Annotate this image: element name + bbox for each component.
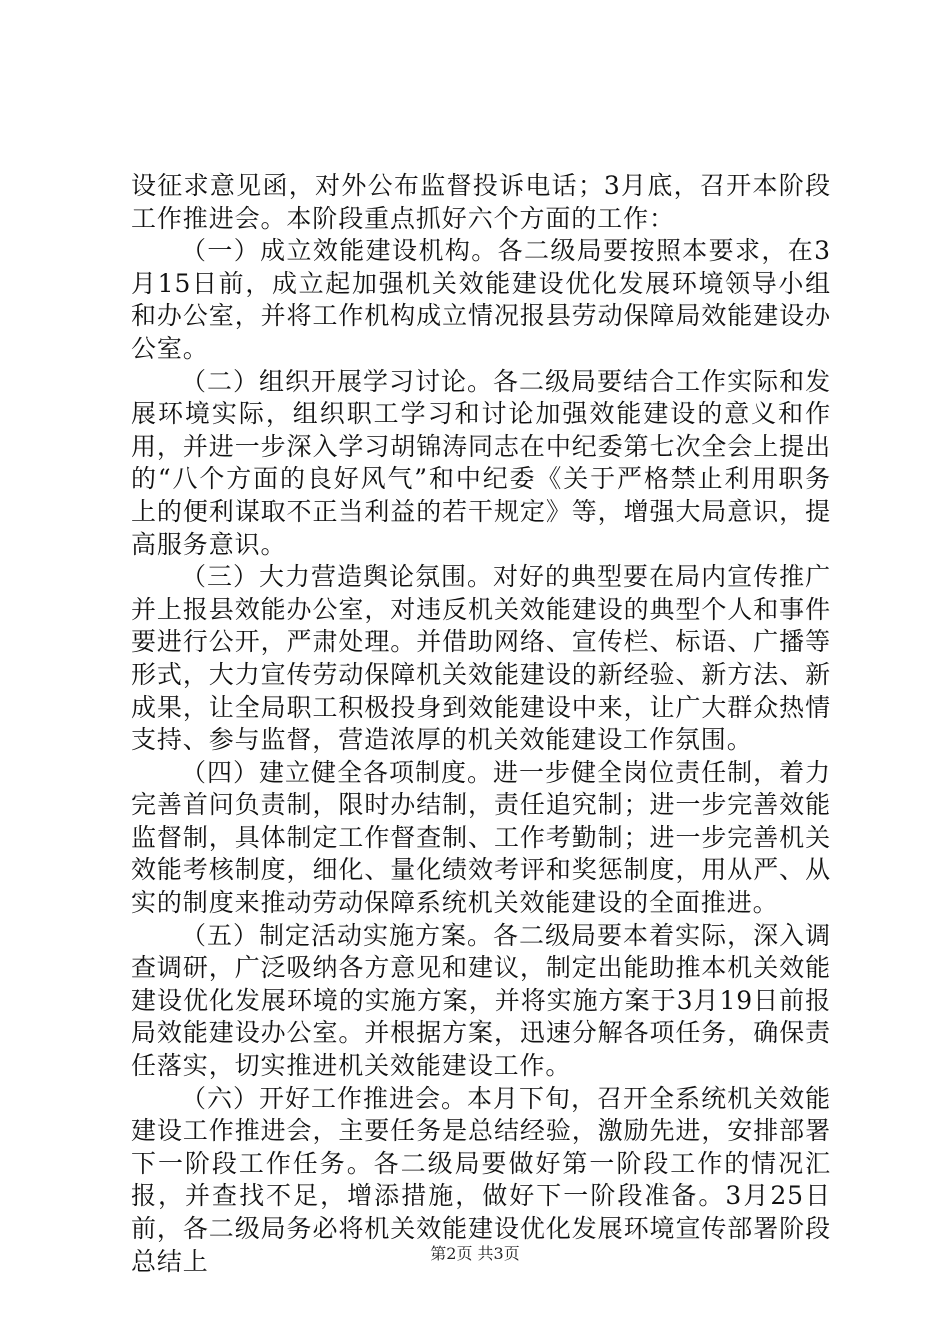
page-number: 第2页 共3页: [430, 1244, 520, 1263]
section-five-paragraph: （五）制定活动实施方案。各二级局要本着实际，深入调查调研，广泛吸纳各方意见和建议，制定出能助推本机关效能建设优化发展环境的实施方案，并将实施方案于3月19日前报局效能建设办公室。并根据方案，迅速分解各项任务，确保责任落实，切实推进机关效能建设工作。: [131, 920, 831, 1081]
section-three-paragraph: （三）大力营造舆论氛围。对好的典型要在局内宣传推广并上报县效能办公室，对违反机关效能建设的典型个人和事件要进行公开，严肃处理。并借助网络、宣传栏、标语、广播等形式，大力宣传劳动保障机关效能建设的新经验、新方法、新成果，让全局职工积极投身到效能建设中来，让广大群众热情支持、参与监督，营造浓厚的机关效能建设工作氛围。: [131, 562, 831, 755]
section-one-paragraph: （一）成立效能建设机构。各二级局要按照本要求，在3月15日前，成立起加强机关效能建设优化发展环境领导小组和办公室，并将工作机构成立情况报县劳动保障局效能建设办公室。: [131, 236, 831, 363]
section-four-paragraph: （四）建立健全各项制度。进一步健全岗位责任制，着力完善首问负责制，限时办结制，责任追究制；进一步完善效能监督制，具体制定工作督查制、工作考勤制；进一步完善机关效能考核制度，细化、量化绩效考评和奖惩制度，用从严、从实的制度来推动劳动保障系统机关效能建设的全面推进。: [131, 757, 831, 918]
section-two-paragraph: （二）组织开展学习讨论。各二级局要结合工作实际和发展环境实际，组织职工学习和讨论加强效能建设的意义和作用，并进一步深入学习胡锦涛同志在中纪委第七次全会上提出的“八个方面的良好风气”和中纪委《关于严格禁止利用职务上的便利谋取不正当利益的若干规定》等，增强大局意识，提高服务意识。: [131, 366, 831, 559]
continuation-paragraph: 设征求意见函，对外公布监督投诉电话；3月底，召开本阶段工作推进会。本阶段重点抓好六个方面的工作：: [131, 171, 831, 233]
section-six-paragraph: （六）开好工作推进会。本月下旬，召开全系统机关效能建设工作推进会，主要任务是总结经验，激励先进，安排部署下一阶段工作任务。各二级局要做好第一阶段工作的情况汇报，并查找不足，增添措施，做好下一阶段准备。3月25日前，各二级局务必将机关效能建设优化发展环境宣传部署阶段总结上: [131, 1083, 831, 1276]
document-body: [131, 170, 831, 1278]
